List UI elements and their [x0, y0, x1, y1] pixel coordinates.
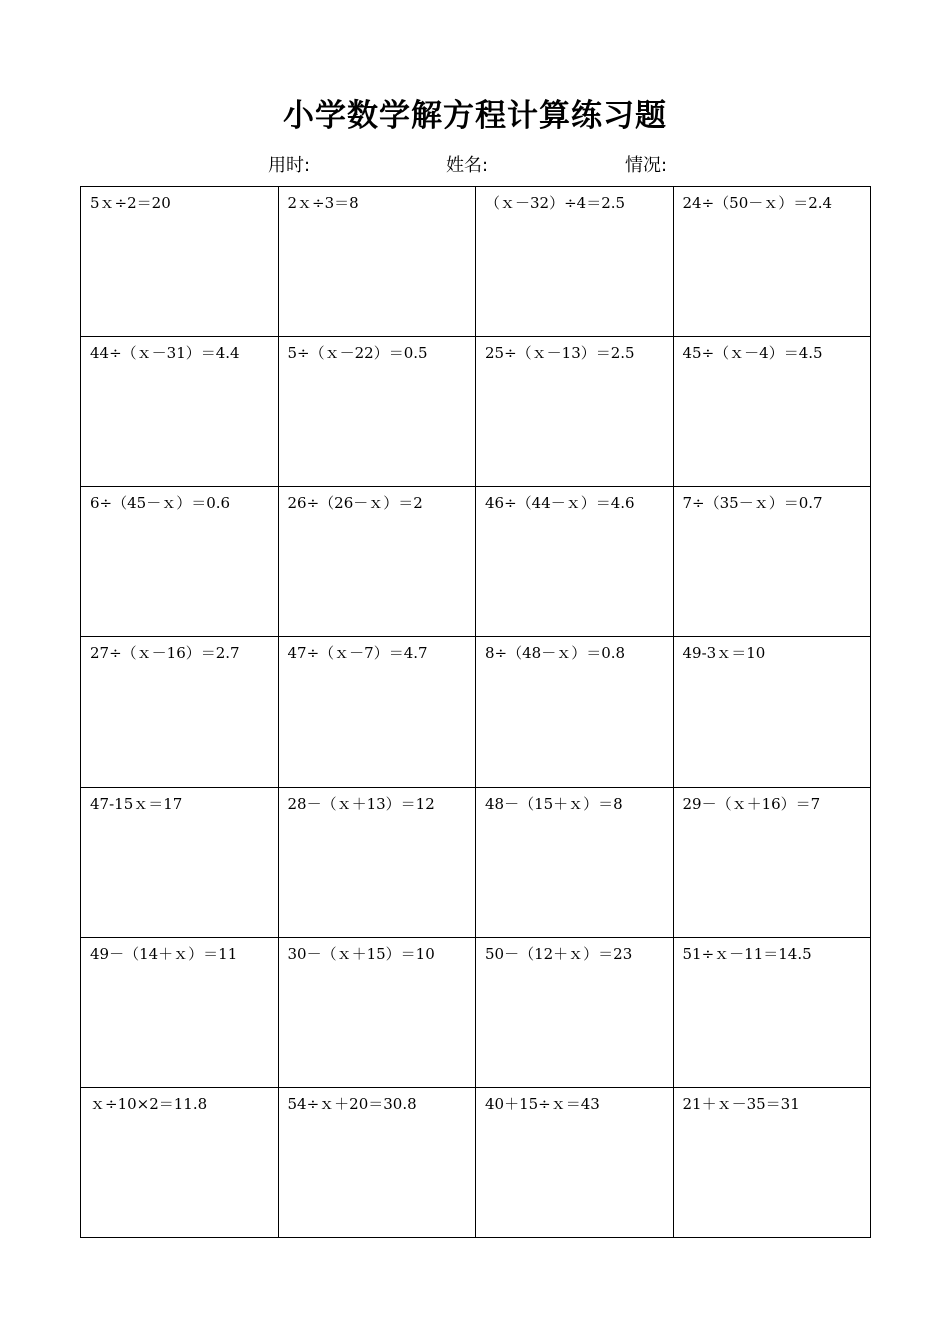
- problem-cell: [81, 487, 279, 637]
- problem-cell: [476, 337, 674, 487]
- problem-cell: [279, 337, 477, 487]
- problem-text: 21＋ｘ－35＝31: [682, 1094, 800, 1113]
- problem-text: 27÷（ｘ－16）＝2.7: [90, 644, 240, 663]
- problem-text: 2ｘ÷3＝8: [287, 194, 359, 212]
- problem-cell: [674, 788, 872, 938]
- problem-cell: [279, 938, 477, 1088]
- problem-cell: [279, 187, 477, 337]
- problem-cell: [81, 788, 279, 938]
- problem-cell: [674, 637, 872, 787]
- problem-text: 46÷（44－ｘ）＝4.6: [485, 494, 635, 513]
- problem-text: 26÷（26－ｘ）＝2: [287, 494, 423, 513]
- name-label: 姓名:: [446, 155, 489, 176]
- problem-text: 5ｘ÷2＝20: [90, 194, 171, 212]
- problem-text: 30－（ｘ＋15）＝10: [287, 944, 435, 963]
- problem-text: ｘ÷10×2＝11.8: [90, 1094, 208, 1113]
- problem-text: 40＋15÷ｘ＝43: [485, 1094, 600, 1113]
- worksheet-title: 小学数学解方程计算练习题: [283, 98, 667, 134]
- problem-text: 29－（ｘ＋16）＝7: [682, 794, 821, 813]
- problem-text: 44÷（ｘ－31）＝4.4: [90, 344, 240, 363]
- problem-text: 6÷（45－ｘ）＝0.6: [90, 494, 231, 513]
- problem-text: 24÷（50－ｘ）＝2.4: [682, 194, 833, 212]
- problem-text: 51÷ｘ－11＝14.5: [682, 944, 812, 963]
- problem-cell: [674, 187, 872, 337]
- problem-text: 5÷（ｘ－22）＝0.5: [287, 344, 428, 363]
- problem-cell: [476, 938, 674, 1088]
- time-label: 用时:: [268, 155, 311, 176]
- problem-cell: [81, 187, 279, 337]
- problem-cell: [476, 788, 674, 938]
- problem-cell: [476, 637, 674, 787]
- problem-text: 50－（12＋ｘ）＝23: [485, 944, 633, 963]
- problem-cell: [674, 337, 872, 487]
- problem-cell: [279, 788, 477, 938]
- problem-text: 48－（15＋ｘ）＝8: [485, 794, 623, 813]
- problem-cell: [674, 487, 872, 637]
- problem-text: 47-15ｘ＝17: [90, 794, 183, 813]
- problem-cell: [279, 487, 477, 637]
- problem-text: 47÷（ｘ－7）＝4.7: [287, 644, 428, 663]
- problem-text: 7÷（35－ｘ）＝0.7: [682, 494, 823, 513]
- problem-cell: [81, 1088, 279, 1238]
- problem-text: 45÷（ｘ－4）＝4.5: [682, 344, 823, 363]
- problem-cell: [81, 637, 279, 787]
- problem-text: 25÷（ｘ－13）＝2.5: [485, 344, 635, 363]
- problem-text: 54÷ｘ＋20＝30.8: [287, 1094, 417, 1113]
- problem-grid: [80, 186, 871, 1238]
- problem-cell: [674, 1088, 872, 1238]
- problem-cell: [674, 938, 872, 1088]
- problem-text: 49－（14＋ｘ）＝11: [90, 944, 238, 963]
- problem-cell: [81, 337, 279, 487]
- problem-cell: [476, 187, 674, 337]
- status-label: 情况:: [625, 155, 668, 176]
- problem-cell: [476, 487, 674, 637]
- problem-text: 28－（ｘ＋13）＝12: [287, 794, 435, 813]
- problem-text: 8÷（48－ｘ）＝0.8: [485, 644, 626, 663]
- problem-text: （ｘ－32）÷4＝2.5: [485, 194, 626, 212]
- problem-cell: [279, 1088, 477, 1238]
- problem-text: 49-3ｘ＝10: [682, 644, 766, 663]
- problem-cell: [279, 637, 477, 787]
- problem-cell: [81, 938, 279, 1088]
- problem-cell: [476, 1088, 674, 1238]
